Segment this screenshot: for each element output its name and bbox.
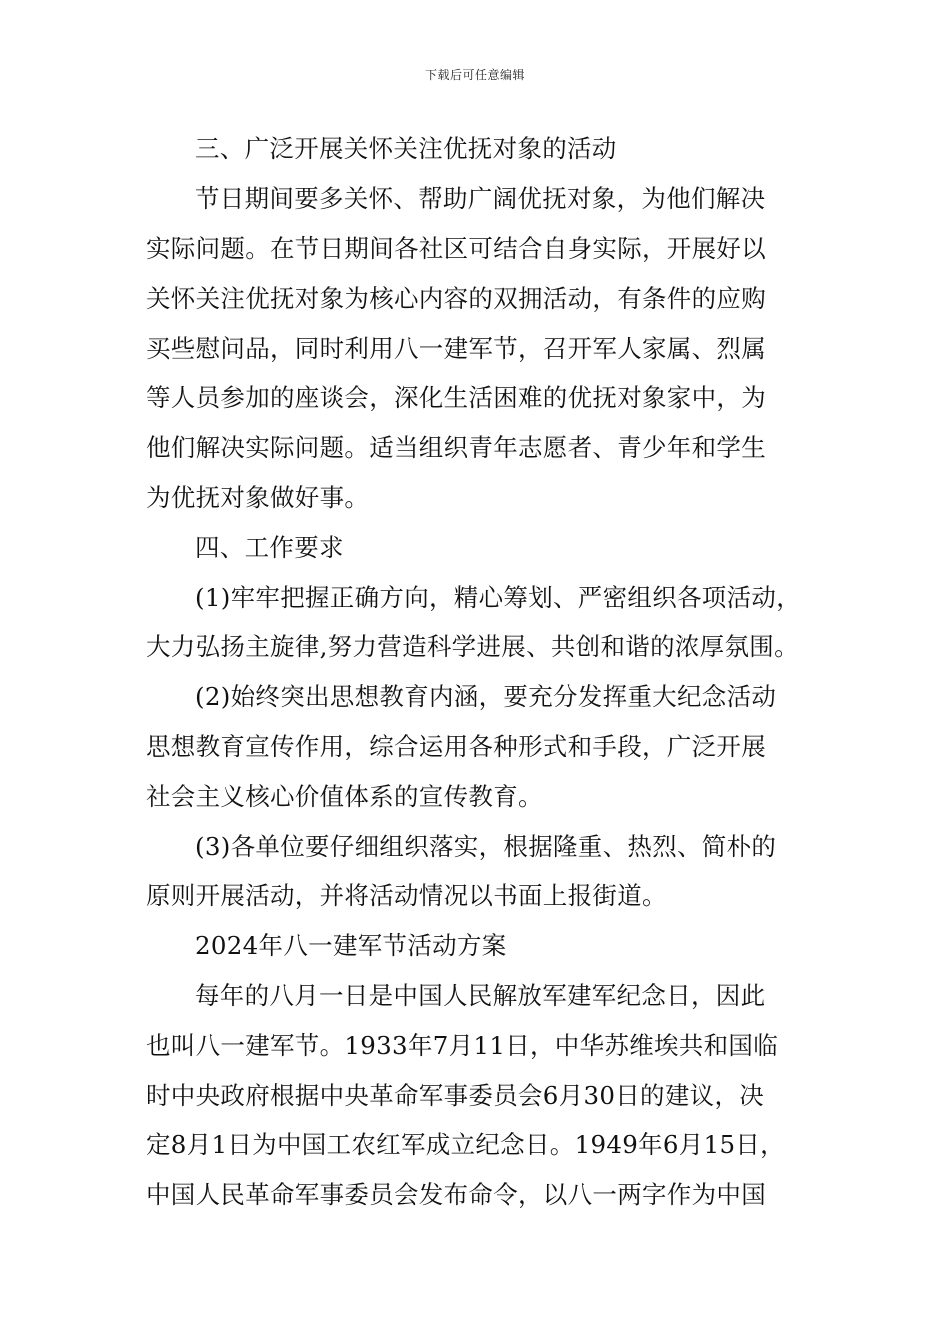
document-title: 2024年八一建军节活动方案 — [195, 931, 507, 960]
list-item-2: (2)始终突出思想教育内涵，要充分发挥重大纪念活动 — [195, 682, 777, 711]
paragraph-line: 中国人民革命军事委员会发布命令，以八一两字作为中国 — [146, 1180, 766, 1209]
paragraph-line: 实际问题。在节日期间各社区可结合自身实际，开展好以 — [146, 234, 766, 263]
paragraph-line: 定8月1日为中国工农红军成立纪念日。1949年6月15日， — [146, 1130, 785, 1159]
paragraph-line: 思想教育宣传作用，综合运用各种形式和手段，广泛开展 — [146, 732, 766, 761]
paragraph-line: 社会主义核心价值体系的宣传教育。 — [146, 782, 543, 811]
paragraph-line: 等人员参加的座谈会，深化生活困难的优抚对象家中，为 — [146, 383, 766, 412]
list-item-3: (3)各单位要仔细组织落实，根据隆重、热烈、简朴的 — [195, 832, 777, 861]
section-heading-3: 三、广泛开展关怀关注优抚对象的活动 — [195, 134, 617, 163]
list-item-1: (1)牢牢把握正确方向，精心筹划、严密组织各项活动， — [195, 583, 802, 612]
paragraph-line: 时中央政府根据中央革命军事委员会6月30日的建议，决 — [146, 1081, 765, 1110]
section-heading-4: 四、工作要求 — [195, 533, 344, 562]
paragraph-line: 大力弘扬主旋律,努力营造科学进展、共创和谐的浓厚氛围。 — [146, 632, 799, 661]
paragraph-line: 也叫八一建军节。1933年7月11日，中华苏维埃共和国临 — [146, 1031, 779, 1060]
page-header: 下载后可任意编辑 — [424, 68, 525, 82]
paragraph-line: 他们解决实际问题。适当组织青年志愿者、青少年和学生 — [146, 433, 766, 462]
paragraph-line: 原则开展活动，并将活动情况以书面上报街道。 — [146, 881, 667, 910]
paragraph-line: 每年的八月一日是中国人民解放军建军纪念日，因此 — [195, 981, 766, 1010]
paragraph-line: 为优抚对象做好事。 — [146, 483, 370, 512]
paragraph-line: 买些慰问品，同时利用八一建军节，召开军人家属、烈属 — [146, 334, 766, 363]
paragraph-line: 节日期间要多关怀、帮助广阔优抚对象，为他们解决 — [195, 184, 766, 213]
paragraph-line: 关怀关注优抚对象为核心内容的双拥活动，有条件的应购 — [146, 284, 766, 313]
